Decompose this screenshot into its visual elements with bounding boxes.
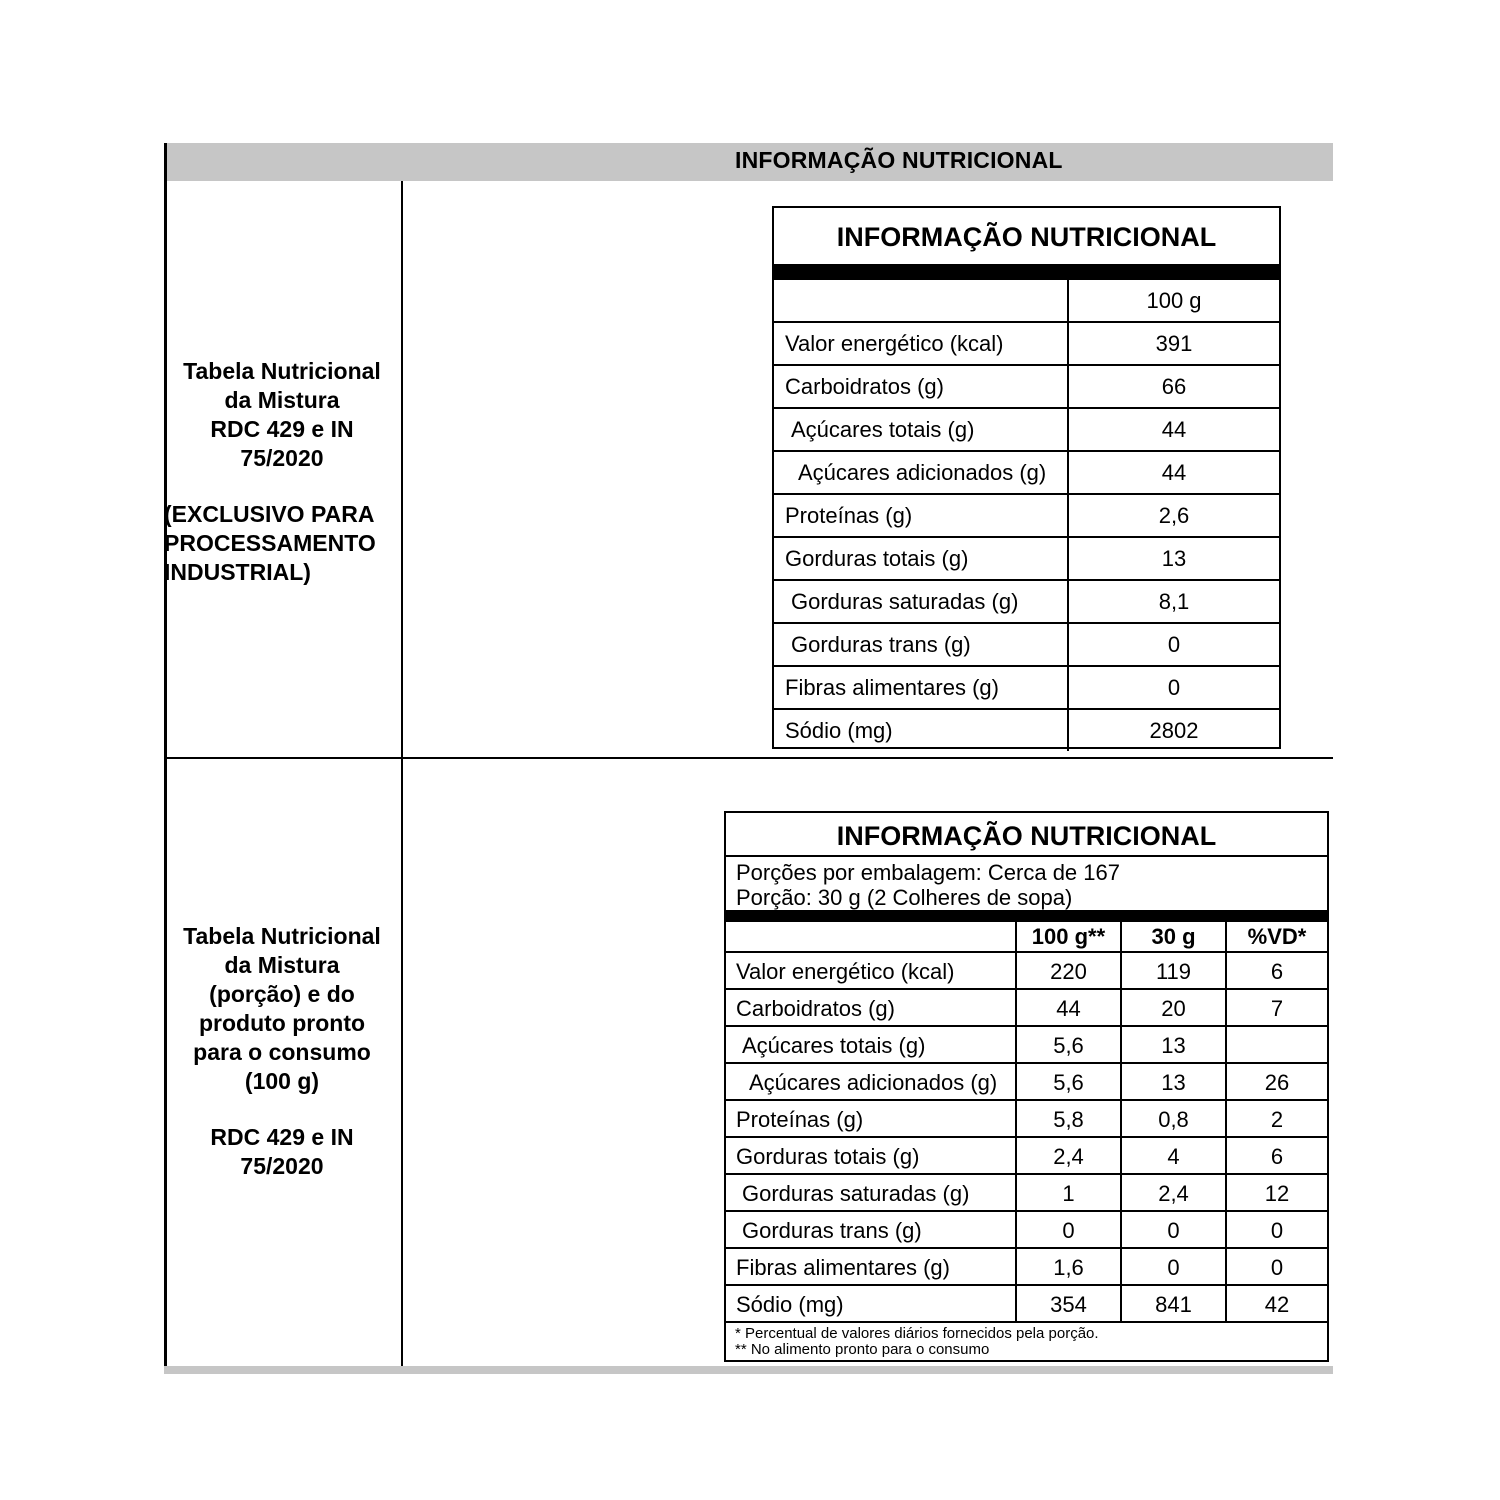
value-100g: 2,4: [1017, 1138, 1122, 1173]
nutrient-value: 13: [1161, 546, 1187, 571]
nutrient-value: 2,6: [1158, 503, 1190, 528]
value-vd: [1227, 1027, 1327, 1062]
value-100g: 5,8: [1017, 1101, 1122, 1136]
table-row: [726, 1284, 1327, 1321]
value-100g: 0: [1017, 1212, 1122, 1247]
value-30g: 0,8: [1122, 1101, 1227, 1136]
value-100g: 220: [1017, 953, 1122, 988]
rdc-line: 75/2020: [240, 1153, 324, 1179]
value-vd: 7: [1270, 996, 1284, 1021]
value-vd: 42: [1264, 1292, 1290, 1317]
header-bar: [164, 143, 1333, 181]
table-header-row: [774, 278, 1279, 321]
value-30g: 119: [1122, 953, 1227, 988]
value-30g: 13: [1122, 1027, 1227, 1062]
table-title: INFORMAÇÃO NUTRICIONAL: [836, 222, 1217, 252]
table-row: [774, 622, 1279, 665]
table-footnotes: [726, 1321, 1327, 1363]
value-vd: 6: [1270, 959, 1284, 984]
rdc-line: RDC 429 e IN: [210, 1124, 354, 1150]
table-row: [726, 1099, 1327, 1136]
value-vd: 0: [1270, 1255, 1284, 1280]
table-row: [726, 1173, 1327, 1210]
column-header: [726, 922, 1017, 951]
column-header: 100 g: [1146, 288, 1202, 313]
nutrient-value: 44: [1161, 417, 1187, 442]
nutrient-value: 391: [1155, 331, 1193, 356]
table-row: [774, 665, 1279, 708]
value-30g: 20: [1122, 990, 1227, 1025]
nutrient-value: 66: [1161, 374, 1187, 399]
nutrition-table-mixture: [772, 206, 1281, 749]
label-line: da Mistura: [224, 387, 340, 413]
nutrient-name: Proteínas (g): [774, 495, 1069, 536]
nutrient-value: 8,1: [1158, 589, 1190, 614]
table-row: [726, 1025, 1327, 1062]
table-row: [726, 1247, 1327, 1284]
value-vd: 6: [1270, 1144, 1284, 1169]
label-line: da Mistura: [224, 952, 340, 978]
nutrient-name: Gorduras trans (g): [774, 624, 1069, 665]
note-line: PROCESSAMENTO: [164, 530, 376, 556]
nutrient-name: Carboidratos (g): [774, 366, 1069, 407]
value-30g: 0: [1122, 1212, 1227, 1247]
value-vd: 0: [1270, 1218, 1284, 1243]
column-header: 30 g: [1122, 922, 1227, 951]
value-100g: 354: [1017, 1286, 1122, 1321]
nutrient-name: Açúcares totais (g): [774, 409, 1069, 450]
note-line: INDUSTRIAL): [164, 559, 311, 585]
nutrient-value: 2802: [1149, 718, 1199, 743]
value-30g: 841: [1122, 1286, 1227, 1321]
column-header: 100 g**: [1017, 922, 1122, 951]
label-line: 75/2020: [240, 445, 324, 471]
table-row: [726, 1210, 1327, 1247]
value-100g: 5,6: [1017, 1027, 1122, 1062]
table-row: [726, 1136, 1327, 1173]
section-divider: [164, 757, 1333, 759]
page-title: INFORMAÇÃO NUTRICIONAL: [735, 147, 1063, 173]
table-title: INFORMAÇÃO NUTRICIONAL: [726, 813, 1327, 857]
table-row: [726, 1062, 1327, 1099]
note-line: (EXCLUSIVO PARA: [164, 501, 375, 527]
nutrient-value: 44: [1161, 460, 1187, 485]
nutrient-name: Sódio (mg): [774, 710, 1069, 751]
thick-divider: [726, 910, 1327, 922]
nutrient-name: Fibras alimentares (g): [774, 667, 1069, 708]
footnote: * Percentual de valores diários fornecidos pela porção.: [735, 1325, 1099, 1342]
value-vd: 26: [1264, 1070, 1290, 1095]
footer-bar: [164, 1366, 1333, 1374]
footnote: ** No alimento pronto para o consumo: [735, 1341, 990, 1358]
table-row: [774, 536, 1279, 579]
label-line: Tabela Nutricional: [183, 923, 381, 949]
value-100g: 1: [1017, 1175, 1122, 1210]
nutrient-name: Gorduras trans (g): [726, 1212, 1017, 1247]
value-100g: 44: [1017, 990, 1122, 1025]
nutrient-name: Valor energético (kcal): [774, 323, 1069, 364]
table-row: [774, 321, 1279, 364]
label-line: (porção) e do: [209, 981, 355, 1007]
table-row: [726, 988, 1327, 1025]
nutrient-name: Açúcares totais (g): [726, 1027, 1017, 1062]
table-row: [726, 951, 1327, 988]
label-line: (100 g): [244, 1068, 320, 1094]
value-30g: 0: [1122, 1249, 1227, 1284]
table-row: [774, 493, 1279, 536]
thick-divider: [774, 264, 1279, 278]
nutrient-name: Açúcares adicionados (g): [726, 1064, 1017, 1099]
portion-info: [726, 857, 1327, 910]
value-100g: 1,6: [1017, 1249, 1122, 1284]
label-line: RDC 429 e IN: [210, 416, 354, 442]
nutrient-name: Proteínas (g): [726, 1101, 1017, 1136]
table-row: [774, 708, 1279, 751]
nutrient-value: 0: [1167, 675, 1181, 700]
column-header: %VD*: [1247, 924, 1307, 949]
value-30g: 2,4: [1122, 1175, 1227, 1210]
nutrient-name: Valor energético (kcal): [726, 953, 1017, 988]
nutrient-name: Açúcares adicionados (g): [774, 452, 1069, 493]
nutrition-table-ready-product: [724, 811, 1329, 1362]
section2-label: [166, 922, 398, 1181]
nutrient-name: Gorduras saturadas (g): [774, 581, 1069, 622]
nutrient-value: 0: [1167, 632, 1181, 657]
portions-per-package: Porções por embalagem: Cerca de 167: [736, 860, 1120, 885]
table-row: [774, 407, 1279, 450]
label-line: para o consumo: [193, 1039, 371, 1065]
portion-size: Porção: 30 g (2 Colheres de sopa): [736, 885, 1073, 910]
table-row: [774, 450, 1279, 493]
nutrient-name: Gorduras saturadas (g): [726, 1175, 1017, 1210]
table-row: [774, 364, 1279, 407]
value-vd: 12: [1264, 1181, 1290, 1206]
value-30g: 13: [1122, 1064, 1227, 1099]
nutrient-name: Carboidratos (g): [726, 990, 1017, 1025]
section1-label: [166, 357, 398, 587]
value-100g: 5,6: [1017, 1064, 1122, 1099]
table-header-row: [726, 922, 1327, 951]
label-line: Tabela Nutricional: [183, 358, 381, 384]
label-line: produto pronto: [198, 1010, 366, 1036]
nutrient-name: Sódio (mg): [726, 1286, 1017, 1321]
value-vd: 2: [1270, 1107, 1284, 1132]
nutrient-name: Gorduras totais (g): [726, 1138, 1017, 1173]
value-30g: 4: [1122, 1138, 1227, 1173]
nutrient-name: Fibras alimentares (g): [726, 1249, 1017, 1284]
table-row: [774, 579, 1279, 622]
nutrient-name: Gorduras totais (g): [774, 538, 1069, 579]
column-divider: [401, 181, 403, 1369]
